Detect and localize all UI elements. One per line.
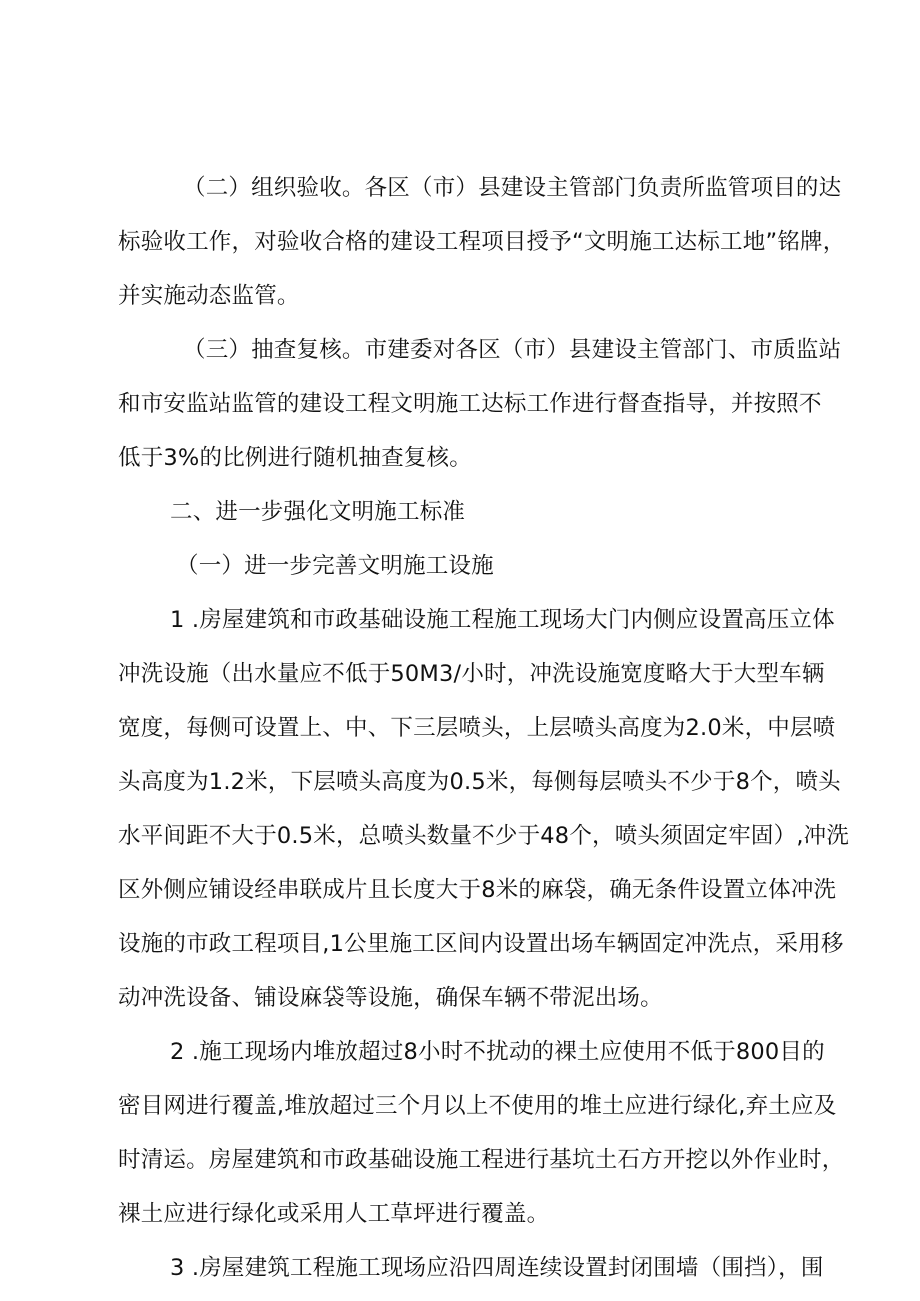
item-2-line-4: 裸土应进行绿化或采用人工草坪进行覆盖。	[118, 1201, 550, 1227]
section-heading: 二、进一步强化文明施工标准	[170, 499, 466, 525]
item-1-line-2: 冲洗设施（出水量应不低于50M3/小时，冲洗设施宽度略大于大型车辆	[118, 661, 825, 687]
paragraph-3-line-2: 和市安监站监管的建设工程文明施工达标工作进行督查指导，并按照不	[118, 391, 822, 417]
item-3-line-1: 3 .房屋建筑工程施工现场应沿四周连续设置封闭围墙（围挡），围	[170, 1255, 824, 1281]
item-1-line-5: 水平间距不大于0.5米，总喷头数量不少于48个，喷头须固定牢固）,冲洗	[118, 823, 850, 849]
item-1-line-4: 头高度为1.2米，下层喷头高度为0.5米，每侧每层喷头不少于8个，喷头	[118, 769, 841, 795]
item-1-line-3: 宽度，每侧可设置上、中、下三层喷头，上层喷头高度为2.0米，中层喷	[118, 715, 836, 741]
paragraph-3-line-3: 低于3%的比例进行随机抽查复核。	[118, 445, 472, 471]
paragraph-2-line-1: （二）组织验收。各区（市）县建设主管部门负责所监管项目的达	[183, 175, 842, 201]
item-1-line-7: 设施的市政工程项目,1公里施工区间内设置出场车辆固定冲洗点，采用移	[118, 931, 844, 957]
item-1-line-1: 1 .房屋建筑和市政基础设施工程施工现场大门内侧应设置高压立体	[170, 607, 835, 633]
subsection-heading: （一）进一步完善文明施工设施	[176, 553, 494, 579]
paragraph-2-line-3: 并实施动态监管。	[118, 283, 300, 309]
item-1-line-6: 区外侧应铺设经串联成片且长度大于8米的麻袋，确无条件设置立体冲洗	[118, 877, 837, 903]
item-2-line-1: 2 .施工现场内堆放超过8小时不扰动的裸土应使用不低于800目的	[170, 1039, 825, 1065]
paragraph-2-line-2: 标验收工作，对验收合格的建设工程项目授予“文明施工达标工地”铭牌，	[118, 229, 846, 255]
item-1-line-8: 动冲洗设备、铺设麻袋等设施，确保车辆不带泥出场。	[118, 985, 663, 1011]
paragraph-3-line-1: （三）抽查复核。市建委对各区（市）县建设主管部门、市质监站	[183, 337, 842, 363]
item-2-line-3: 时清运。房屋建筑和市政基础设施工程进行基坑土石方开挖以外作业时，	[118, 1147, 845, 1173]
item-2-line-2: 密目网进行覆盖,堆放超过三个月以上不使用的堆土应进行绿化,弃土应及	[118, 1093, 837, 1119]
